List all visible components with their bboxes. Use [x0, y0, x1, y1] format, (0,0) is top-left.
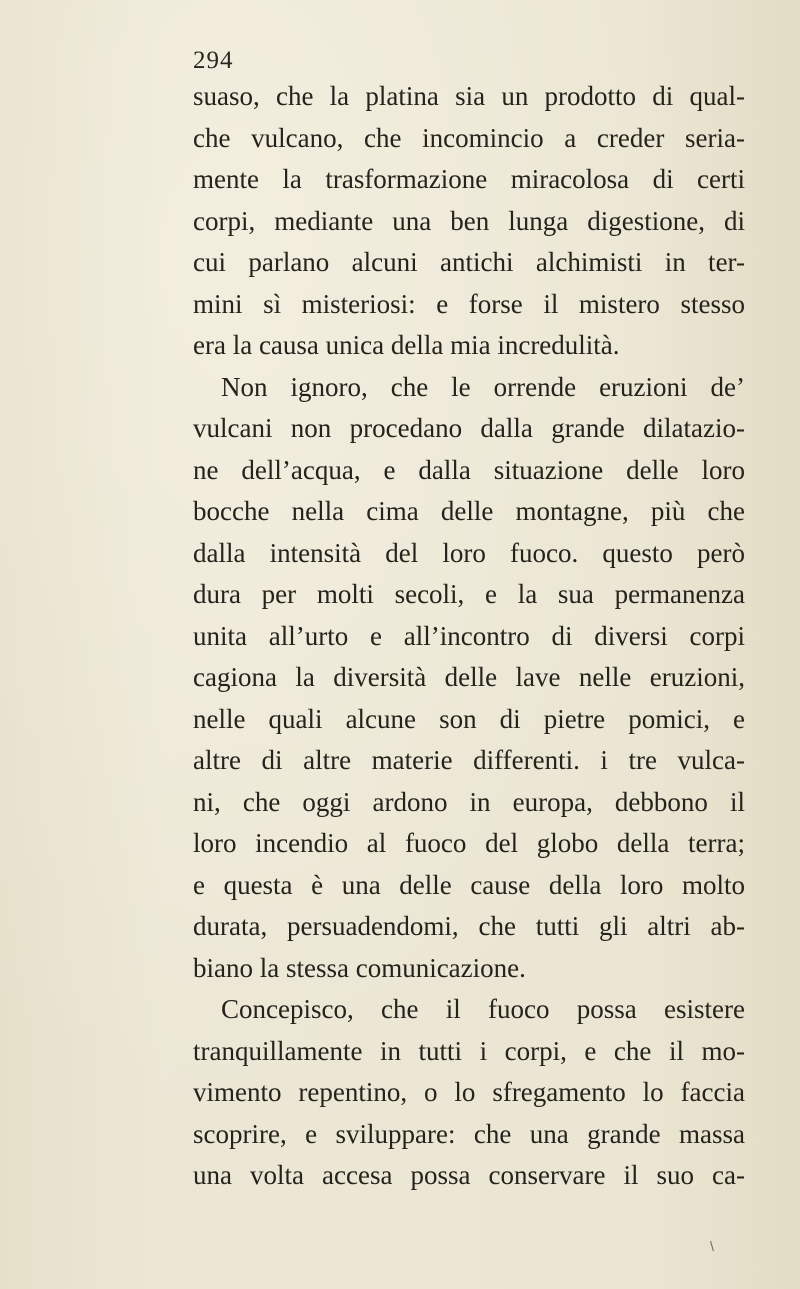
text-line: vulcani non procedano dalla grande dilatazio-	[193, 413, 745, 443]
text-line: cui parlano alcuni antichi alchimisti in ter-	[193, 247, 745, 277]
text-line: cagiona la diversità delle lave nelle eruzioni,	[193, 662, 745, 692]
text-line: mente la trasformazione miracolosa di certi	[193, 164, 745, 194]
text-line: che vulcano, che incomincio a creder seria-	[193, 122, 745, 153]
bottom-margin-mark: \	[710, 1238, 714, 1254]
text-line: dalla intensità del loro fuoco. questo però	[193, 537, 745, 568]
text-line: durata, persuadendomi, che tutti gli altri ab-	[193, 911, 745, 941]
text-line: mini sì misteriosi: e forse il mistero stesso	[193, 288, 745, 319]
body-text	[193, 76, 745, 1197]
text-line: vimento repentino, o lo sfregamento lo faccia	[193, 1077, 745, 1107]
text-line: suaso, che la platina sia un prodotto di qual-	[193, 81, 745, 111]
text-line: nelle quali alcune son di pietre pomici, e	[193, 703, 745, 734]
text-line: biano la stessa comunicazione.	[193, 952, 526, 983]
text-line: scoprire, e sviluppare: che una grande massa	[193, 1118, 745, 1149]
text-line: ni, che oggi ardono in europa, debbono il	[193, 786, 745, 817]
page-number: 294	[193, 47, 234, 74]
text-line: loro incendio al fuoco del globo della terra;	[193, 828, 745, 858]
text-line: era la causa unica della mia incredulità.	[193, 330, 620, 360]
text-line: Non ignoro, che le orrende eruzioni de’	[221, 371, 745, 402]
text-line: una volta accesa possa conservare il suo ca-	[193, 1160, 745, 1190]
text-line: dura per molti secoli, e la sua permanenza	[193, 579, 745, 609]
text-line: bocche nella cima delle montagne, più che	[193, 496, 745, 526]
text-line: corpi, mediante una ben lunga digestione, di	[193, 205, 745, 236]
text-line: unita all’urto e all’incontro di diversi corpi	[193, 620, 745, 651]
text-line: e questa è una delle cause della loro molto	[193, 869, 745, 900]
text-line: tranquillamente in tutti i corpi, e che il mo-	[193, 1035, 745, 1066]
text-line: Concepisco, che il fuoco possa esistere	[221, 994, 745, 1024]
text-line: ne dell’acqua, e dalla situazione delle loro	[193, 454, 745, 485]
text-line: altre di altre materie differenti. i tre vulca-	[193, 745, 745, 775]
